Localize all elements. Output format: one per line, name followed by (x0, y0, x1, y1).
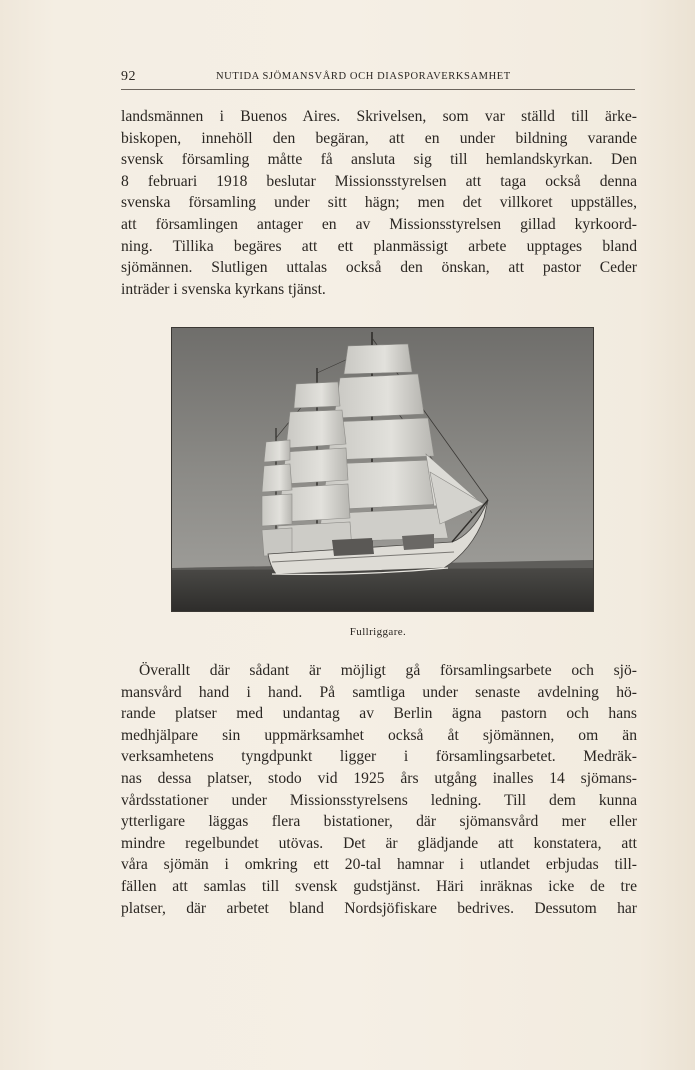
text-line: våra sjömän i omkring ett 20-tal hamnar i utlandet erbjudas till- (121, 856, 637, 874)
text-line: ning. Tillika begäres att ett planmässigt arbete upptages bland (121, 237, 637, 255)
text-line: svenska församling under sitt hägn; men det villkoret uppställes, (121, 194, 637, 212)
text-line: platser, där arbetet bland Nordsjöfiskare bedrives. Dessutom har (121, 899, 637, 917)
text-line: landsmännen i Buenos Aires. Skrivelsen, som var ställd till ärke- (121, 108, 637, 125)
ship-photograph (171, 327, 594, 612)
text-line: verksamhetens tyngdpunkt ligger i församlingsarbetet. Medräk- (121, 748, 637, 766)
text-line: mindre regelbundet utövas. Det är glädjande att konstatera, att (121, 834, 637, 852)
text-line: Överallt där sådant är möjligt gå församlingsarbete och sjö- (139, 662, 637, 679)
text-line: nas dessa platser, stodo vid 1925 års utgång inalles 14 sjömans- (121, 769, 637, 787)
text-line: fällen att samlas till svensk gudstjänst. Häri inräknas icke de tre (121, 877, 637, 895)
text-line: att församlingen antager en av Missionsstyrelsen gillad kyrkoord- (121, 215, 637, 233)
text-line: inträder i svenska kyrkans tjänst. (121, 280, 326, 298)
text-line: medhjälpare sin uppmärksamhet också åt sjömännen, om än (121, 726, 637, 744)
paragraph-1 (121, 106, 637, 300)
figure-caption: Fullriggare. (349, 626, 407, 638)
text-line: svensk församling måtte få ansluta sig till hemlandskyrkan. Den (121, 151, 637, 169)
running-title: NUTIDA SJÖMANSVÅRD OCH DIASPORAVERKSAMHET (216, 71, 511, 82)
text-line: biskopen, innehöll den begäran, att en under bildning varande (121, 129, 637, 147)
text-line: ytterligare läggas flera bistationer, där sjömansvård mer eller (121, 813, 637, 831)
page-number: 92 (121, 69, 136, 84)
text-line: rande platser med undantag av Berlin ägna pastorn och hans (121, 705, 637, 723)
text-line: 8 februari 1918 beslutar Missionsstyrelsen att taga också denna (121, 172, 637, 190)
text-line: sjömännen. Slutligen uttalas också den önskan, att pastor Ceder (121, 259, 637, 277)
page-header (121, 69, 635, 90)
text-line: mansvård hand i hand. På samtliga under senaste avdelning hö- (121, 683, 637, 701)
text-line: vårdsstationer under Missionsstyrelsens ledning. Till dem kunna (121, 791, 637, 809)
paragraph-2 (121, 660, 637, 919)
